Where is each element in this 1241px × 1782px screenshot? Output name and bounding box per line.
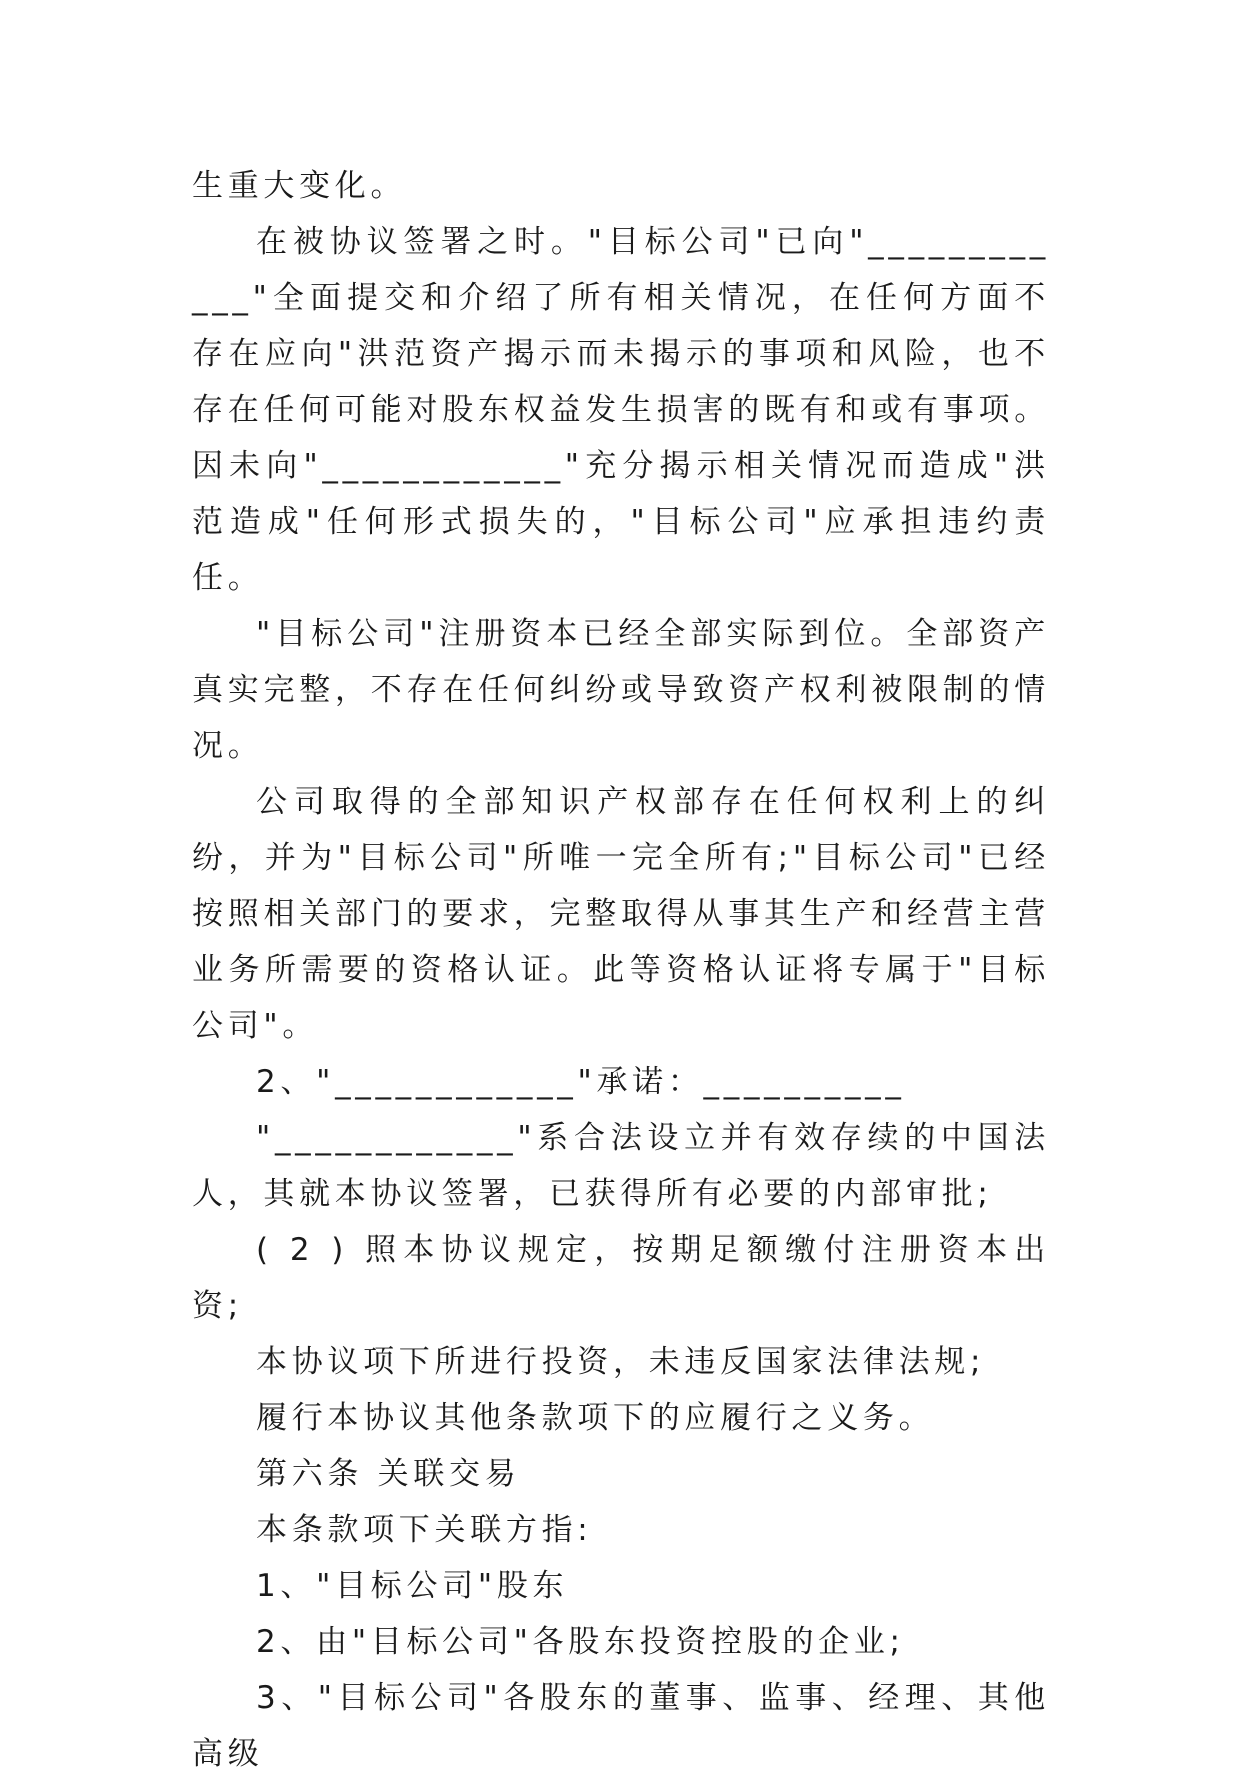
section-heading-article-6: 第六条 关联交易 [256, 1456, 521, 1492]
paragraph-4: 公司取得的全部知识产权部存在任何权利上的纠纷，并为"目标公司"所唯一完全所有;"目标公司"已经按照相关部门的要求，完整取得从事其生产和经营主营业务所需要的资格认证。此等资格认证将专属于"目标公司"。 [192, 784, 1050, 1044]
list-item-2: 2、由"目标公司"各股东投资控股的企业; [256, 1624, 905, 1660]
document-body [192, 158, 1050, 1782]
paragraph-7: ( 2 ) 照本协议规定，按期足额缴付注册资本出资; [192, 1232, 1050, 1324]
paragraph-11: 本条款项下关联方指: [256, 1512, 593, 1548]
list-item-3: 3、"目标公司"各股东的董事、监事、经理、其他高级 [192, 1680, 1050, 1772]
paragraph-9: 履行本协议其他条款项下的应履行之义务。 [256, 1400, 935, 1436]
paragraph-8: 本协议项下所进行投资，未违反国家法律法规; [256, 1344, 986, 1380]
paragraph-3: "目标公司"注册资本已经全部实际到位。全部资产真实完整，不存在任何纠纷或导致资产权利被限制的情况。 [192, 616, 1050, 764]
list-item-1: 1、"目标公司"股东 [256, 1568, 569, 1604]
paragraph-2: 在被协议签署之时。"目标公司"已向"____________"全面提交和介绍了所有相关情况，在任何方面不存在应向"洪范资产揭示而未揭示的事项和风险，也不存在任何可能对股东权益发生损害的既有和或有事项。因未向"____________"充分揭示相关情况而造成"洪范造成"任何形式损失的，"目标公司"应承担违约责任。 [192, 224, 1050, 596]
paragraph-5: 2、"____________"承诺：__________ [256, 1064, 906, 1100]
paragraph-6: "____________"系合法设立并有效存续的中国法人，其就本协议签署，已获得所有必要的内部审批; [192, 1120, 1050, 1212]
paragraph-1: 生重大变化。 [192, 168, 407, 204]
